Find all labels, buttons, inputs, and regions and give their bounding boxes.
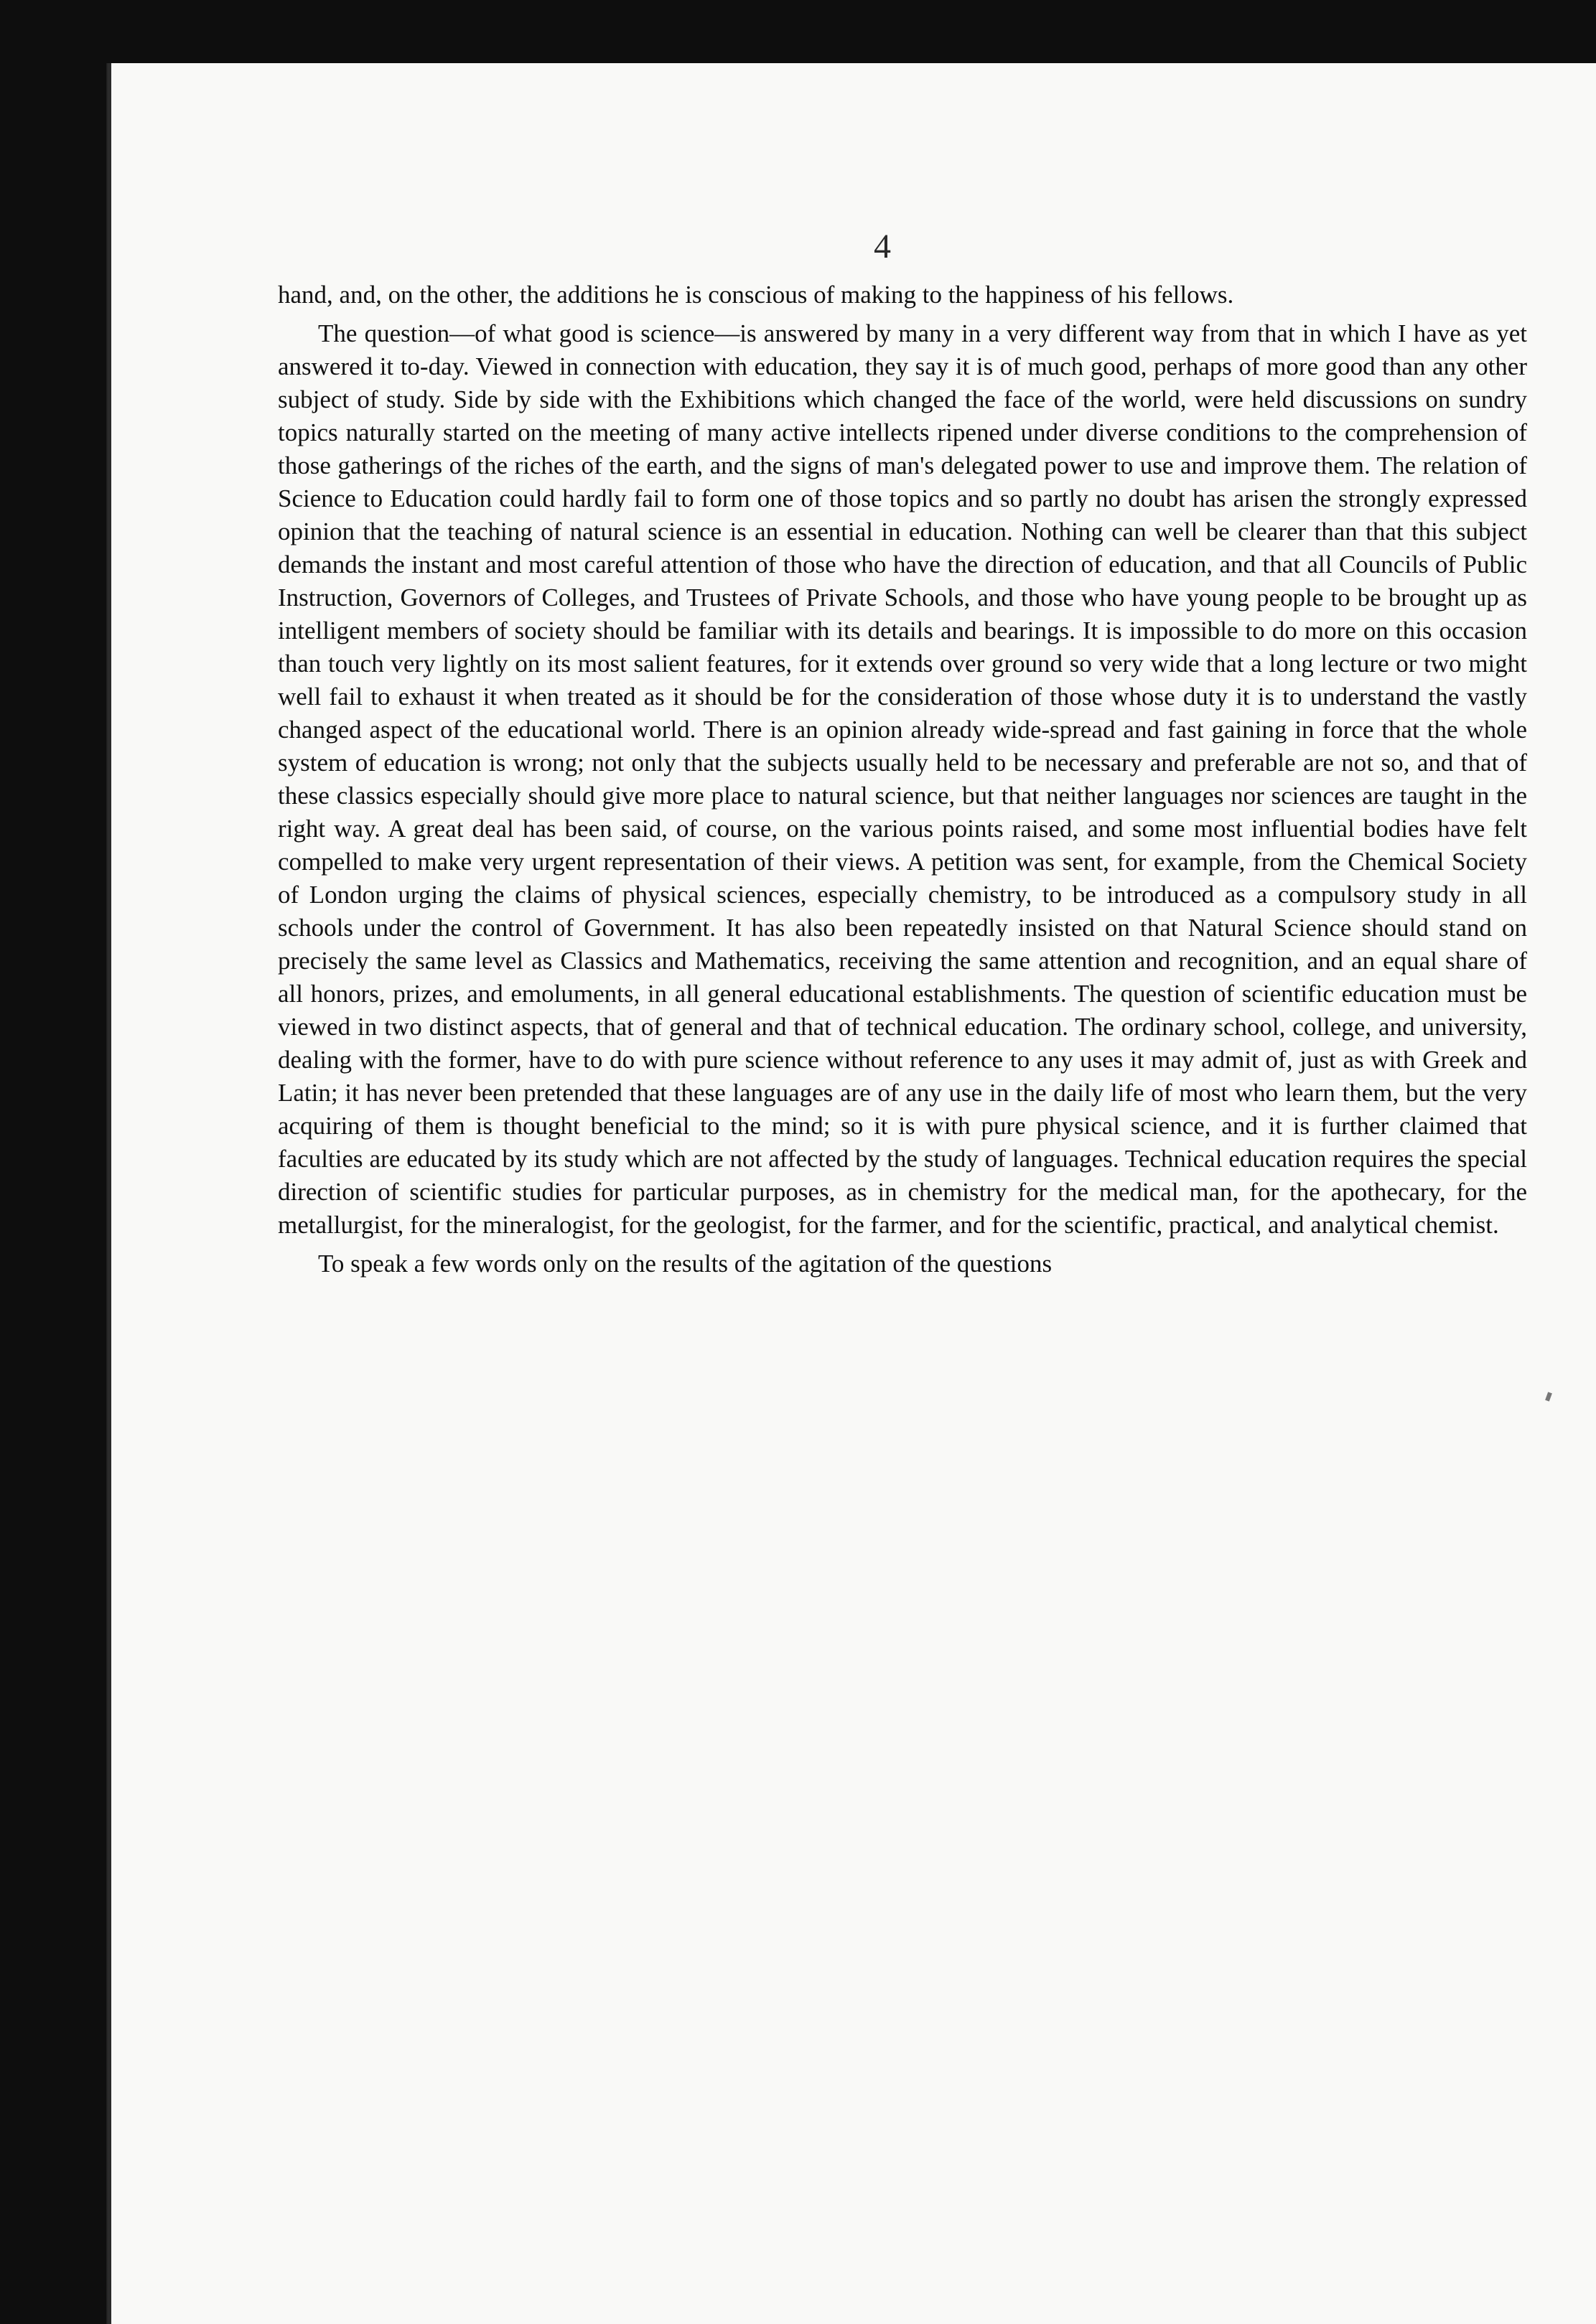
paragraph-science-education: The question—of what good is science—is answered by many in a very different way from that in which I have as yet answered it to-day. Viewed in connection with education, they say it is of much good, perhaps of more good than any other subject of study. Side by side with the Exhibitions which changed the face of the world, were held discussions on sundry topics naturally started on the meeting of many active intellects ripened under diverse conditions to the comprehension of those gatherings of the riches of the earth, and the signs of man's delegated power to use and improve them. The relation of Science to Education could hardly fail to form one of those topics and so partly no doubt has arisen the strongly expressed opinion that the teaching of natural science is an essential in education. Nothing can well be clearer than that this subject demands the instant and most careful attention of those who have the direction of education, and that all Councils of Public Instruction, Governors of Colleges, and Trustees of Private Schools, and those who have young people to be brought up as intelligent members of society should be familiar with its details and bearings. It is impossible to do more on this occasion than touch very lightly on its most salient features, for it extends over ground so very wide that a long lecture or two might well fail to exhaust it when treated as it should be for the consideration of those whose duty it is to understand the vastly changed aspect of the educational world. There is an opinion already wide-spread and fast gaining in force that the whole system of education is wrong; not only that the subjects usually held to be necessary and preferable are not so, and that of these classics especially should give more place to natural science, but that neither languages nor sciences are taught in the right way. A great deal has been said, of course, on the various points raised, and some most influential bodies have felt compelled to make very urgent representation of their views. A petition was sent, for example, from the Chemical Society of London urging the claims of physical sciences, especially chemistry, to be introduced as a compulsory study in all schools under the control of Government. It has also been repeatedly insisted on that Natural Science should stand on precisely the same level as Classics and Mathematics, receiving the same attention and recognition, and an equal share of all honors, prizes, and emoluments, in all general educational establishments. The question of scientific education must be viewed in two distinct aspects, that of general and that of technical education. The ordinary school, college, and university, dealing with the former, have to do with pure science without reference to any uses it may admit of, just as with Greek and Latin; it has never been pretended that these languages are of any use in the daily life of most who learn them, but the very acquiring of them is thought beneficial to the mind; so it is with pure physical science, and it is further claimed that faculties are educated by its study which are not affected by the study of languages. Technical education requires the special direction of scientific studies for particular purposes, as in chemistry for the medical man, for the apothecary, for the metallurgist, for the mineralogist, for the geologist, for the farmer, and for the scientific, practical, and analytical chemist. bbox=[278, 319, 1527, 1239]
page-number: 4 bbox=[874, 228, 891, 266]
document-page bbox=[111, 63, 1596, 2324]
body-text bbox=[278, 278, 1527, 1286]
paragraph-continuation: hand, and, on the other, the additions he is conscious of making to the happiness of his fellows. bbox=[278, 281, 1234, 309]
paragraph-final-line: To speak a few words only on the results of the agitation of the questions bbox=[318, 1250, 1053, 1278]
